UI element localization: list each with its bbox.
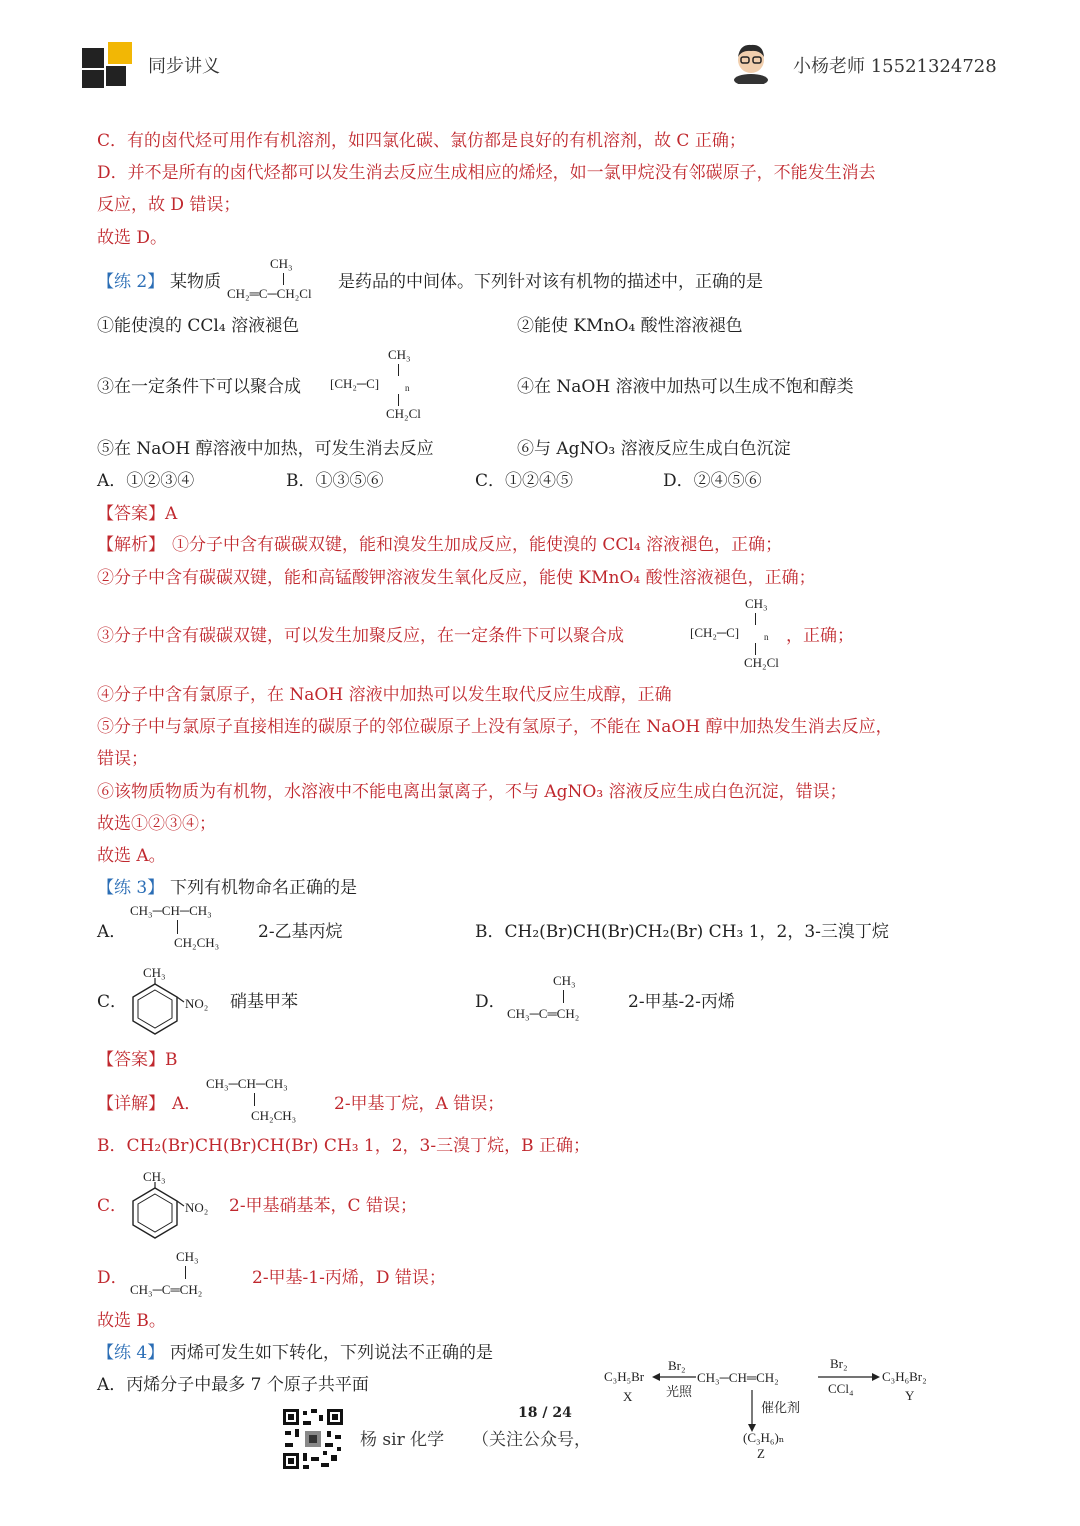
prev-conclusion: 故选 D。	[97, 228, 168, 248]
q3-d-ch3: CH₃	[553, 973, 576, 988]
q3-detail-d-label: D．	[97, 1268, 128, 1288]
footer-brand: 杨 sir 化学	[360, 1430, 445, 1450]
q2-analysis-poly-main: [CH₂─C]	[690, 625, 740, 640]
scheme-z-label: Z	[757, 1446, 765, 1461]
scheme-right-reagent: Br₂	[830, 1356, 848, 1371]
q3-detail-b: B．CH₂(Br)CH(Br)CH(Br) CH₃ 1，2，3-三溴丁烷，B 正确；	[97, 1136, 590, 1156]
q3-c-benzene-ring-icon	[124, 978, 186, 1038]
q3-detail-d-main: CH₃─C═CH₂	[130, 1282, 203, 1297]
q2-analysis-poly-bond-top	[755, 613, 756, 625]
q2-conclusion-1: 故选①②③④；	[97, 814, 216, 834]
q2-analysis-6: ⑥该物质物质为有机物，水溶液中不能电离出氯离子，不与 AgNO₃ 溶液反应生成白色沉淀，错误；	[97, 782, 847, 802]
q2-analysis-poly-ch3: CH₃	[745, 596, 768, 611]
scheme-x-formula: C₃H₅Br	[604, 1369, 645, 1384]
q3-detail-d-text: 2-甲基-1-丙烯，D 错误；	[252, 1268, 446, 1288]
q2-analysis-1: ①分子中含有碳碳双键，能和溴发生加成反应，能使溴的 CCl₄ 溶液褪色，正确；	[172, 535, 783, 555]
q2-option-c: C．①②④⑤	[475, 471, 574, 491]
q2-stem-end: 是药品的中间体。下列针对该有机物的描述中，正确的是	[338, 272, 763, 292]
q2-statement-4: ④在 NaOH 溶液中加热可以生成不饱和醇类	[517, 377, 854, 397]
q3-option-c-name: 硝基甲苯	[230, 992, 298, 1012]
q2-analysis-poly-bond-bottom	[755, 643, 756, 655]
avatar-icon	[730, 40, 772, 84]
q2-poly-bond-top	[398, 364, 399, 376]
qr-code[interactable]	[281, 1407, 345, 1471]
scheme-z-formula: (C₃H₆)ₙ	[743, 1430, 785, 1445]
page-number: 18 / 24	[518, 1405, 572, 1421]
q2-poly-ch2cl: CH₂Cl	[386, 406, 421, 421]
q3-option-d-label: D．	[475, 992, 506, 1012]
scheme-x-label: X	[623, 1389, 633, 1404]
q3-a-main-chain: CH₃─CH─CH₃	[130, 903, 212, 918]
header-teacher: 小杨老师 15521324728	[793, 56, 997, 77]
q3-d-bond	[563, 990, 564, 1003]
q2-poly-n: n	[405, 383, 410, 393]
q3-detail-c-ch3: CH₃	[143, 1169, 166, 1184]
scheme-propene: CH₃─CH═CH₂	[697, 1370, 779, 1385]
prev-option-d-line1: D．并不是所有的卤代烃都可以发生消去反应生成相应的烯烃，如一氯甲烷没有邻碳原子，不能发生消去	[97, 163, 876, 183]
q2-analysis-4: ④分子中含有氯原子，在 NaOH 溶液中加热可以发生取代反应生成醇，正确	[97, 685, 672, 705]
scheme-y-label: Y	[905, 1388, 915, 1403]
q3-conclusion: 故选 B。	[97, 1311, 166, 1331]
scheme-left-reagent: Br₂	[668, 1358, 686, 1373]
header-title: 同步讲义	[148, 56, 220, 77]
q3-detail-a-bond	[254, 1093, 255, 1106]
q2-poly-main: [CH₂─C]	[330, 376, 380, 391]
q2-analysis-2: ②分子中含有碳碳双键，能和高锰酸钾溶液发生氧化反应，能使 KMnO₄ 酸性溶液褪色，正确；	[97, 568, 816, 588]
q3-option-d-name: 2-甲基-2-丙烯	[628, 992, 735, 1012]
q2-option-d: D．②④⑤⑥	[663, 471, 762, 491]
q2-statement-5: ⑤在 NaOH 醇溶液中加热，可发生消去反应	[97, 439, 434, 459]
q3-option-a-name: 2-乙基丙烷	[258, 922, 343, 942]
q3-detail-d-ch3: CH₃	[176, 1249, 199, 1264]
q3-a-bond	[177, 920, 178, 934]
q2-statement-6: ⑥与 AgNO₃ 溶液反应生成白色沉淀	[517, 439, 791, 459]
q3-answer: 【答案】B	[97, 1050, 178, 1070]
q2-statement-2: ②能使 KMnO₄ 酸性溶液褪色	[517, 316, 743, 336]
q2-answer: 【答案】A	[97, 504, 178, 524]
q2-analysis-poly-ch2cl: CH₂Cl	[744, 655, 779, 670]
teacher-avatar	[730, 40, 772, 84]
footer-follow: （关注公众号，	[472, 1430, 591, 1450]
q3-detail-c-label: C．	[97, 1196, 128, 1216]
qr-code-icon	[281, 1407, 345, 1471]
q2-struct-main: CH₂═C─CH₂Cl	[227, 286, 312, 301]
q3-detail-a-label: A．	[172, 1094, 202, 1114]
q3-option-a-label: A．	[97, 922, 127, 942]
prev-option-d-line2: 反应，故 D 错误；	[97, 195, 241, 215]
q3-option-b: B．CH₂(Br)CH(Br)CH₂(Br) CH₃ 1，2，3-三溴丁烷	[475, 922, 889, 942]
q2-analysis-3: ③分子中含有碳碳双键，可以发生加聚反应，在一定条件下可以聚合成	[97, 626, 624, 646]
q3-stem: 下列有机物命名正确的是	[170, 878, 357, 898]
q2-analysis-5-line1: ⑤分子中与氯原子直接相连的碳原子的邻位碳原子上没有氢原子，不能在 NaOH 醇中加热发生消去反应，	[97, 717, 893, 737]
q4-stem: 丙烯可发生如下转化，下列说法不正确的是	[170, 1343, 493, 1363]
q3-detail-tag: 【详解】	[97, 1094, 165, 1114]
logo-squares-icon	[80, 42, 136, 90]
scheme-y-formula: C₃H₆Br₂	[882, 1369, 927, 1384]
q3-detail-c-text: 2-甲基硝基苯，C 错误；	[229, 1196, 417, 1216]
prev-option-c: C．有的卤代烃可用作有机溶剂，如四氯化碳、氯仿都是良好的有机溶剂，故 C 正确；	[97, 131, 746, 151]
q3-detail-c-no2: NO₂	[185, 1200, 209, 1215]
q2-statement-1: ①能使溴的 CCl₄ 溶液褪色	[97, 316, 300, 336]
q3-a-branch: CH₂CH₃	[174, 935, 220, 950]
q2-option-a: A．①②③④	[97, 471, 195, 491]
q3-detail-c-benzene-ring-icon	[124, 1182, 186, 1242]
q4-option-a: A．丙烯分子中最多 7 个原子共平面	[97, 1375, 369, 1395]
q2-struct-ch3: CH₃	[270, 256, 293, 271]
q3-option-c-label: C．	[97, 992, 128, 1012]
q2-conclusion-2: 故选 A。	[97, 846, 166, 866]
q2-option-b: B．①③⑤⑥	[286, 471, 384, 491]
q3-detail-a-branch: CH₂CH₃	[251, 1108, 297, 1123]
scheme-right-condition: CCl₄	[828, 1381, 854, 1396]
q2-stem-start: 某物质	[170, 272, 221, 292]
q2-struct-bond	[283, 273, 284, 285]
q2-statement-3: ③在一定条件下可以聚合成	[97, 377, 301, 397]
q4-tag: 【练 4】	[97, 1343, 165, 1363]
q2-analysis-3-end: ，正确；	[786, 626, 854, 646]
logo	[80, 42, 136, 90]
q3-detail-a-text: 2-甲基丁烷，A 错误；	[334, 1094, 505, 1114]
q3-detail-a-main-chain: CH₃─CH─CH₃	[206, 1076, 288, 1091]
q2-poly-bond-bottom	[398, 394, 399, 406]
q3-detail-d-bond	[185, 1266, 186, 1279]
q3-c-ch3: CH₃	[143, 965, 166, 980]
q3-tag: 【练 3】	[97, 878, 165, 898]
q2-tag: 【练 2】	[97, 272, 165, 292]
scheme-down-condition: 催化剂	[761, 1400, 801, 1415]
q2-analysis-poly-n: n	[764, 632, 769, 642]
q2-analysis-tag: 【解析】	[97, 535, 165, 555]
scheme-down-arrow-icon	[747, 1390, 757, 1432]
q3-d-main: CH₃─C═CH₂	[507, 1006, 580, 1021]
q2-poly-ch3: CH₃	[388, 347, 411, 362]
scheme-left-condition: 光照	[666, 1384, 693, 1399]
q2-analysis-5-line2: 错误；	[97, 749, 148, 769]
q3-c-no2: NO₂	[185, 996, 209, 1011]
